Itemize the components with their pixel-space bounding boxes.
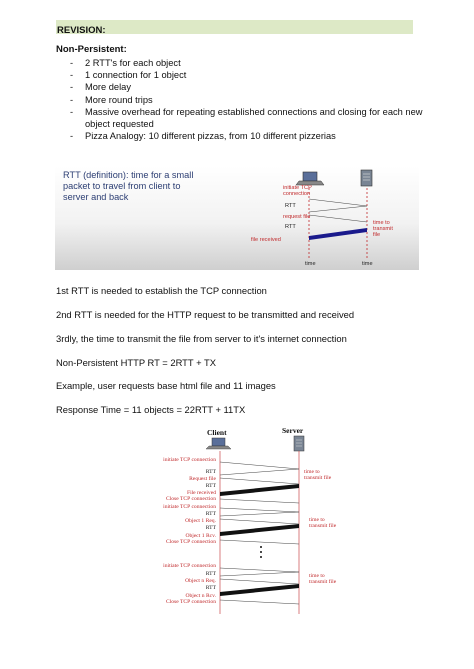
file-received-label: file received — [251, 237, 281, 243]
svg-text:Object 1 Rcv.: Object 1 Rcv. — [185, 533, 216, 539]
list-item: - Massive overhead for repeating established connections and closing for each new object requested — [56, 106, 426, 130]
connection-block-3 — [163, 563, 337, 605]
paragraph: Response Time = 11 objects = 22RTT + 11TX — [56, 404, 246, 415]
paragraph: Example, user requests base html file and 11 images — [56, 380, 276, 391]
rtt-definition-figure — [55, 166, 419, 270]
server-icon — [294, 436, 304, 451]
connection-block-2 — [163, 504, 337, 545]
time-right-label: time — [362, 261, 373, 267]
list-item: - 1 connection for 1 object — [56, 69, 426, 81]
rtt1-label: RTT — [285, 203, 296, 209]
paragraph: 2nd RTT is needed for the HTTP request to be transmitted and received — [56, 309, 355, 320]
request-file-label: request file — [283, 214, 311, 220]
svg-text:Object 1 Req.: Object 1 Req. — [185, 518, 216, 524]
list-item: - More delay — [56, 81, 426, 93]
svg-text:RTT: RTT — [205, 585, 216, 591]
svg-text:Close TCP connection: Close TCP connection — [165, 539, 216, 545]
initiate-label: initiate TCP connection — [283, 185, 312, 197]
laptop-icon — [206, 438, 231, 449]
revision-title: REVISION: — [57, 25, 106, 36]
svg-text:initiate TCP connection: initiate TCP connection — [163, 457, 216, 463]
svg-text:time to: time to — [309, 517, 325, 523]
svg-text:Object n Req.: Object n Req. — [185, 578, 216, 584]
svg-text:initiate TCP connection: initiate TCP connection — [163, 563, 216, 569]
svg-text:time to: time to — [304, 469, 320, 475]
paragraph: 1st RTT is needed to establish the TCP connection — [56, 285, 267, 296]
paragraph: Non-Persistent HTTP RT = 2RTT + TX — [56, 357, 216, 368]
non-persistent-list — [56, 57, 426, 142]
connection-block-1 — [163, 457, 332, 503]
svg-text:Close TCP connection: Close TCP connection — [165, 496, 216, 502]
ellipsis-dots — [260, 546, 262, 558]
svg-text:transmit file: transmit file — [309, 523, 337, 529]
svg-text:Close TCP connection: Close TCP connection — [165, 599, 216, 605]
list-item: - More round trips — [56, 94, 426, 106]
paragraph: 3rdly, the time to transmit the file from server to it's internet connection — [56, 333, 347, 344]
rtt2-label: RTT — [285, 224, 296, 230]
list-item: - Pizza Analogy: 10 different pizzas, from 10 different pizzerias — [56, 130, 426, 142]
revision-header — [56, 20, 413, 34]
client-label: Client — [207, 428, 227, 437]
svg-text:RTT: RTT — [205, 469, 216, 475]
svg-text:Object n Rcv.: Object n Rcv. — [185, 593, 216, 599]
list-item: - 2 RTT's for each object — [56, 57, 426, 69]
time-left-label: time — [305, 261, 316, 267]
svg-text:File received: File received — [186, 490, 216, 496]
server-label: Server — [282, 426, 304, 435]
svg-text:transmit file: transmit file — [304, 475, 332, 481]
transmit-label: time to transmit file — [373, 220, 393, 238]
svg-text:RTT: RTT — [205, 525, 216, 531]
svg-text:initiate TCP connection: initiate TCP connection — [163, 504, 216, 510]
svg-text:RTT: RTT — [205, 571, 216, 577]
svg-text:transmit file: transmit file — [309, 579, 337, 585]
svg-text:RTT: RTT — [205, 511, 216, 517]
svg-text:RTT: RTT — [205, 483, 216, 489]
svg-text:Request file: Request file — [189, 476, 216, 482]
non-persistent-heading: Non-Persistent: — [56, 44, 127, 55]
multi-object-timeline-figure — [104, 424, 394, 614]
rtt-definition-text: RTT (definition): time for a small packet to travel from client to server and back — [63, 170, 194, 202]
svg-text:time to: time to — [309, 573, 325, 579]
server-icon — [361, 170, 372, 186]
